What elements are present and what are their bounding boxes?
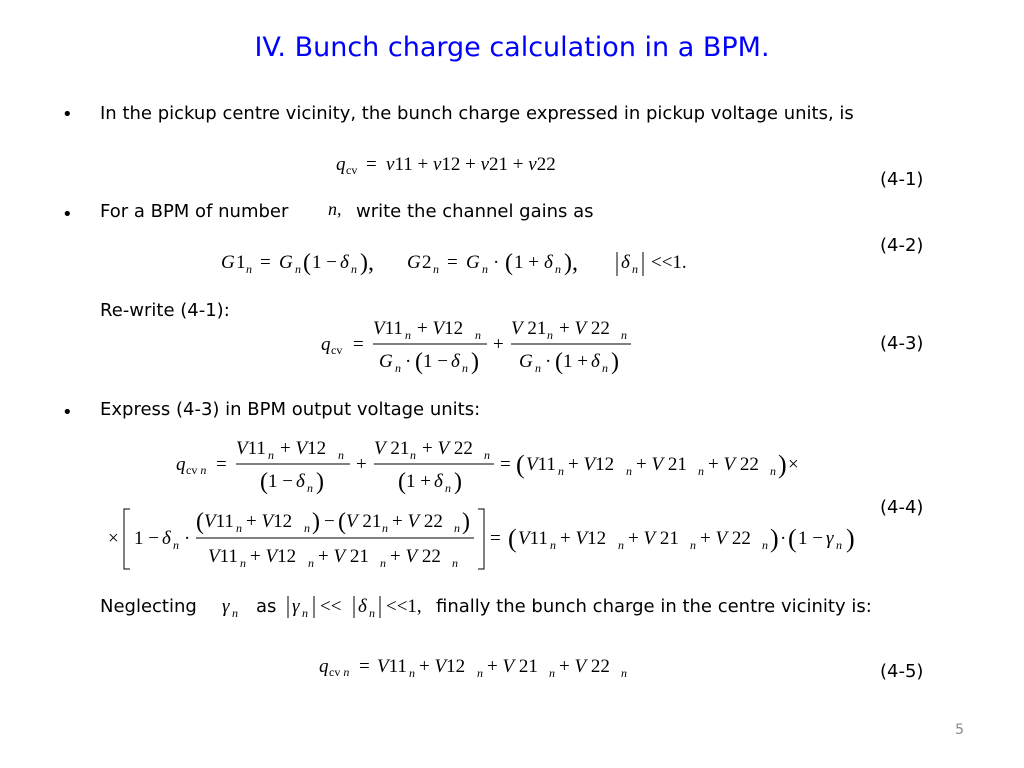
svg-text:n: n xyxy=(445,481,451,495)
svg-text:1: 1 xyxy=(236,252,246,273)
equation-4-4-line-2 xyxy=(104,505,864,573)
svg-text:<<: << xyxy=(320,596,342,617)
svg-text:1 −: 1 − xyxy=(312,252,337,273)
svg-text:): ) xyxy=(778,450,787,479)
svg-text:V11: V11 xyxy=(373,318,403,339)
svg-text:2: 2 xyxy=(422,252,432,273)
svg-text:+ V 22: + V 22 xyxy=(559,318,610,339)
svg-text:n: n xyxy=(302,606,308,620)
svg-text:n: n xyxy=(836,538,842,552)
bullet-3-text: Express (4-3) in BPM output voltage units: xyxy=(100,399,481,420)
svg-text:n: n xyxy=(351,262,357,276)
svg-text:cv: cv xyxy=(346,163,358,177)
svg-text:+ V12: + V12 xyxy=(568,454,615,475)
svg-text:+ V12: + V12 xyxy=(250,546,297,567)
svg-text:δ: δ xyxy=(434,471,443,492)
svg-text:+ V12: + V12 xyxy=(419,656,466,677)
svg-text:n: n xyxy=(308,556,314,570)
svg-text:+: + xyxy=(356,454,367,475)
svg-text:n: n xyxy=(549,666,555,680)
svg-text:q: q xyxy=(319,656,329,677)
svg-text:q: q xyxy=(321,334,331,355)
svg-text:+ V12: + V12 xyxy=(246,511,293,532)
svg-text:(: ( xyxy=(260,469,268,495)
svg-text:=: = xyxy=(216,454,227,475)
svg-text:cv: cv xyxy=(331,343,343,357)
svg-text:n: n xyxy=(295,262,301,276)
svg-text:V11: V11 xyxy=(518,528,548,549)
svg-text:(: ( xyxy=(516,450,525,479)
svg-text:δ: δ xyxy=(544,252,553,273)
bullet-1-text: In the pickup centre vicinity, the bunch charge expressed in pickup voltage units, is xyxy=(100,103,854,124)
svg-text:×: × xyxy=(788,454,799,475)
equation-4-5 xyxy=(315,650,645,684)
svg-text:δ: δ xyxy=(358,596,367,617)
svg-text:n: n xyxy=(602,361,608,375)
svg-text:V11: V11 xyxy=(236,438,266,459)
svg-text:+ V12: + V12 xyxy=(280,438,327,459)
slide-title: IV. Bunch charge calculation in a BPM. xyxy=(254,32,770,63)
svg-text:=: = xyxy=(359,656,370,677)
svg-text:+ V 21: + V 21 xyxy=(318,546,369,567)
svg-text:n: n xyxy=(621,328,627,342)
svg-text:1 +: 1 + xyxy=(514,252,539,273)
svg-text:),: ), xyxy=(564,250,578,276)
equation-4-4-line-1 xyxy=(170,432,810,498)
svg-text:q: q xyxy=(176,454,186,475)
svg-text:δ: δ xyxy=(296,471,305,492)
svg-text:·: · xyxy=(405,351,412,372)
svg-text:δ: δ xyxy=(162,528,171,549)
svg-text:+ V 22: + V 22 xyxy=(390,546,441,567)
svg-text:+ V12: + V12 xyxy=(560,528,607,549)
svg-text:n: n xyxy=(268,448,274,462)
svg-text:1 −: 1 − xyxy=(268,471,293,492)
svg-text:q: q xyxy=(336,154,346,175)
svg-text:·: · xyxy=(184,528,191,549)
rewrite-text: Re-write (4-1): xyxy=(100,300,230,321)
svg-text:n: n xyxy=(304,521,310,535)
svg-text:=: = xyxy=(260,252,271,273)
svg-text:×: × xyxy=(108,528,119,549)
svg-text:n: n xyxy=(382,521,388,535)
svg-text:+ V 21: + V 21 xyxy=(628,528,679,549)
gamma-n-symbol xyxy=(218,592,252,622)
svg-text:1 +: 1 + xyxy=(406,471,431,492)
equation-label-4-1: (4-1) xyxy=(880,169,924,190)
neglecting-as-text: as xyxy=(256,596,277,617)
svg-text:<<1.: <<1. xyxy=(651,252,687,273)
svg-text:V 21: V 21 xyxy=(346,511,382,532)
svg-text:(: ( xyxy=(508,524,517,553)
svg-text:n: n xyxy=(173,538,179,552)
svg-text:1 +: 1 + xyxy=(563,351,588,372)
svg-text:): ) xyxy=(454,469,462,495)
svg-text:(: ( xyxy=(415,349,423,375)
svg-text:1 −: 1 − xyxy=(798,528,823,549)
svg-text:): ) xyxy=(846,524,855,553)
svg-text:−: − xyxy=(324,511,335,532)
svg-text:n: n xyxy=(338,448,344,462)
svg-text:v11 + v12 + v21 + v22: v11 + v12 + v21 + v22 xyxy=(386,154,556,175)
bullet-2-variable: n, xyxy=(328,199,342,219)
svg-text:+ V 22: + V 22 xyxy=(559,656,610,677)
svg-text:n: n xyxy=(690,538,696,552)
svg-text:γ: γ xyxy=(292,596,300,617)
svg-text:n: n xyxy=(618,538,624,552)
svg-text:n: n xyxy=(477,666,483,680)
svg-text:G: G xyxy=(519,351,533,372)
svg-text:V11: V11 xyxy=(208,546,238,567)
svg-text:cv n: cv n xyxy=(329,665,350,679)
svg-text:n: n xyxy=(482,262,488,276)
svg-text:V11: V11 xyxy=(526,454,556,475)
svg-text:n: n xyxy=(475,328,481,342)
svg-text:·: · xyxy=(780,528,787,549)
equation-label-4-2: (4-2) xyxy=(880,235,924,256)
svg-text:n: n xyxy=(462,361,468,375)
svg-text:δ: δ xyxy=(591,351,600,372)
svg-text:n: n xyxy=(621,666,627,680)
svg-text:+ V 22: + V 22 xyxy=(392,511,443,532)
equation-4-2 xyxy=(215,244,715,280)
svg-text:+ V 22: + V 22 xyxy=(422,438,473,459)
svg-text:1 −: 1 − xyxy=(134,528,159,549)
svg-text:n: n xyxy=(762,538,768,552)
svg-text:): ) xyxy=(471,349,479,375)
svg-text:+ V 21: + V 21 xyxy=(636,454,687,475)
neglecting-text: Neglecting xyxy=(100,596,197,617)
svg-text:(: ( xyxy=(555,349,563,375)
equation-4-3 xyxy=(315,312,635,378)
svg-text:1 −: 1 − xyxy=(423,351,448,372)
svg-text:·: · xyxy=(545,351,552,372)
equation-label-4-4: (4-4) xyxy=(880,497,924,518)
svg-text:n: n xyxy=(380,556,386,570)
svg-text:V 21: V 21 xyxy=(511,318,547,339)
svg-text:cv n: cv n xyxy=(186,463,207,477)
svg-text:+: + xyxy=(493,334,504,355)
svg-text:G: G xyxy=(279,252,293,273)
svg-text:(: ( xyxy=(196,509,204,535)
equation-label-4-3: (4-3) xyxy=(880,333,924,354)
svg-text:=: = xyxy=(366,154,377,175)
svg-text:δ: δ xyxy=(340,252,349,273)
svg-text:δ: δ xyxy=(621,252,630,273)
bullet-2-marker: • xyxy=(62,204,73,225)
svg-text:n: n xyxy=(698,464,704,478)
svg-text:n: n xyxy=(240,556,246,570)
svg-text:V11: V11 xyxy=(377,656,407,677)
svg-text:·: · xyxy=(493,252,500,273)
svg-text:γ: γ xyxy=(826,528,834,549)
svg-text:V11: V11 xyxy=(204,511,234,532)
svg-text:n: n xyxy=(626,464,632,478)
svg-text:n: n xyxy=(550,538,556,552)
svg-text:=: = xyxy=(500,454,511,475)
neglect-condition xyxy=(284,590,434,622)
svg-text:): ) xyxy=(316,469,324,495)
svg-text:): ) xyxy=(770,524,779,553)
svg-text:n: n xyxy=(555,262,561,276)
svg-text:): ) xyxy=(312,509,320,535)
svg-text:n: n xyxy=(632,262,638,276)
svg-text:n: n xyxy=(558,464,564,478)
svg-text:=: = xyxy=(447,252,458,273)
svg-text:(: ( xyxy=(338,509,346,535)
svg-text:n: n xyxy=(433,262,439,276)
svg-text:γ: γ xyxy=(222,596,230,617)
svg-text:(: ( xyxy=(788,524,797,553)
svg-text:n: n xyxy=(307,481,313,495)
svg-text:(: ( xyxy=(505,250,513,276)
svg-text:V 21: V 21 xyxy=(374,438,410,459)
neglecting-final-text: finally the bunch charge in the centre vicinity is: xyxy=(436,596,872,617)
bullet-3-marker: • xyxy=(62,402,73,423)
svg-text:n: n xyxy=(484,448,490,462)
page-number: 5 xyxy=(955,722,964,738)
svg-text:n: n xyxy=(770,464,776,478)
svg-text:n: n xyxy=(232,606,238,620)
svg-text:n: n xyxy=(405,328,411,342)
svg-text:G: G xyxy=(221,252,235,273)
svg-text:=: = xyxy=(353,334,364,355)
svg-text:): ) xyxy=(611,349,619,375)
svg-text:n: n xyxy=(236,521,242,535)
svg-text:+ V 21: + V 21 xyxy=(487,656,538,677)
svg-text:+ V12: + V12 xyxy=(417,318,464,339)
svg-text:δ: δ xyxy=(451,351,460,372)
svg-text:(: ( xyxy=(303,250,311,276)
svg-text:n: n xyxy=(535,361,541,375)
svg-text:n: n xyxy=(409,666,415,680)
svg-text:(: ( xyxy=(398,469,406,495)
svg-text:n: n xyxy=(410,448,416,462)
svg-text:G: G xyxy=(407,252,421,273)
equation-label-4-5: (4-5) xyxy=(880,661,924,682)
svg-text:n: n xyxy=(547,328,553,342)
svg-text:=: = xyxy=(490,528,501,549)
svg-text:<<1,: <<1, xyxy=(386,596,422,617)
svg-text:): ) xyxy=(462,509,470,535)
svg-text:n: n xyxy=(454,521,460,535)
bullet-2-text-start: For a BPM of number xyxy=(100,201,289,222)
svg-text:n: n xyxy=(246,262,252,276)
equation-4-1 xyxy=(330,148,590,180)
svg-text:n: n xyxy=(369,606,375,620)
svg-text:),: ), xyxy=(360,250,374,276)
bullet-2-text-end: write the channel gains as xyxy=(356,201,594,222)
svg-text:G: G xyxy=(379,351,393,372)
svg-text:G: G xyxy=(466,252,480,273)
svg-text:n: n xyxy=(452,556,458,570)
svg-text:n: n xyxy=(395,361,401,375)
svg-text:+ V 22: + V 22 xyxy=(708,454,759,475)
bullet-1-marker: • xyxy=(62,104,73,125)
svg-text:+ V 22: + V 22 xyxy=(700,528,751,549)
